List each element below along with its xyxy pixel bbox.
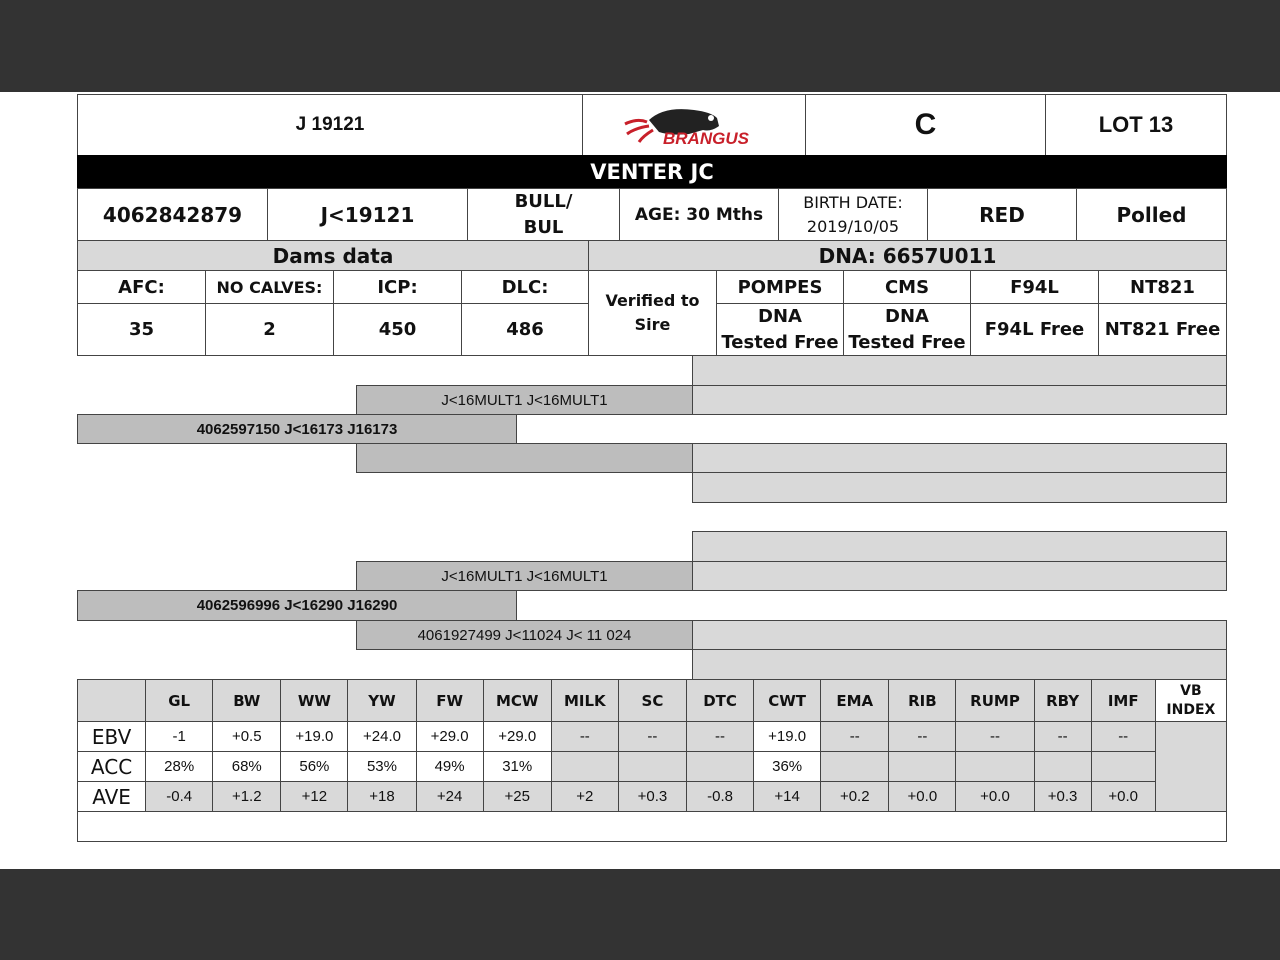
pedigree-dsd-box	[692, 561, 1227, 591]
dlc-value: 486	[461, 303, 589, 356]
pedigree-sire: 4062597150 J<16173 J16173	[77, 414, 517, 444]
no-calves-label: NO CALVES:	[205, 270, 334, 304]
pompes-label: POMPES	[716, 270, 844, 304]
verified-to-sire	[588, 270, 717, 356]
vb-index-header-line2: INDEX	[1166, 701, 1216, 718]
ebv-cell: +24.0	[348, 722, 416, 752]
acc-cell	[1091, 752, 1155, 782]
ebv-table	[77, 679, 1227, 842]
footer-empty-row	[78, 812, 1227, 842]
pedigree-dds-box	[692, 620, 1227, 650]
horn-status-cell: Polled	[1076, 188, 1227, 241]
pompes-result	[716, 303, 844, 356]
cms-result-line2: Tested Free	[848, 331, 966, 353]
birth-date-value: 2019/10/05	[806, 216, 900, 236]
acc-row	[78, 752, 1227, 782]
color-cell: RED	[927, 188, 1077, 241]
birth-date-label: BIRTH DATE:	[803, 192, 903, 212]
ave-cell: +2	[551, 782, 618, 812]
pedigree-sire-dam	[356, 443, 693, 473]
ave-row-label: AVE	[78, 782, 146, 812]
f94l-result: F94L Free	[970, 303, 1099, 356]
footer-empty-cell	[78, 812, 1227, 842]
ebv-col-header: FW	[416, 680, 483, 722]
pedigree-ddd-box	[692, 649, 1227, 680]
acc-cell: 56%	[281, 752, 348, 782]
ebv-row-label: EBV	[78, 722, 146, 752]
ebv-cell: --	[889, 722, 956, 752]
dlc-label: DLC:	[461, 270, 589, 304]
acc-cell: 68%	[213, 752, 281, 782]
ebv-cell: --	[686, 722, 753, 752]
acc-cell: 49%	[416, 752, 483, 782]
acc-cell: 53%	[348, 752, 416, 782]
pedigree-dam: 4062596996 J<16290 J16290	[77, 590, 517, 621]
birth-date-cell	[778, 188, 928, 241]
ebv-header-row	[78, 680, 1227, 722]
afc-label: AFC:	[77, 270, 206, 304]
pedigree-ssd-box	[692, 385, 1227, 415]
lot-number: LOT 13	[1045, 94, 1227, 156]
ave-cell: +0.0	[956, 782, 1034, 812]
animal-name: VENTER JC	[77, 155, 1227, 189]
acc-cell	[956, 752, 1034, 782]
ebv-cell: --	[551, 722, 618, 752]
cms-result	[843, 303, 971, 356]
ave-cell: +12	[281, 782, 348, 812]
ave-cell: +14	[754, 782, 821, 812]
acc-cell	[686, 752, 753, 782]
pedigree-dam-dam: 4061927499 J<11024 J< 11 024	[356, 620, 693, 650]
acc-cell	[821, 752, 889, 782]
dams-data-title: Dams data	[77, 240, 589, 271]
grade-cell: C	[805, 94, 1046, 156]
logo-text: BRANGUS	[663, 129, 749, 148]
ave-cell: -0.4	[146, 782, 213, 812]
ebv-cell: +29.0	[483, 722, 551, 752]
ebv-cell: +29.0	[416, 722, 483, 752]
ave-cell: +0.0	[889, 782, 956, 812]
vb-index-value-cell	[1155, 722, 1226, 812]
tag-number: J 19121	[77, 94, 583, 156]
ebv-cell: --	[821, 722, 889, 752]
cms-result-line1: DNA	[885, 305, 929, 327]
vb-index-header-line1: VB	[1180, 682, 1202, 699]
ebv-col-header: DTC	[686, 680, 753, 722]
f94l-label: F94L	[970, 270, 1099, 304]
ebv-cell: -1	[146, 722, 213, 752]
brangus-logo	[582, 94, 806, 156]
bull-logo-icon	[619, 100, 769, 150]
ebv-col-header: RUMP	[956, 680, 1034, 722]
sex-line2: BUL	[523, 216, 564, 238]
acc-cell	[618, 752, 686, 782]
icp-value: 450	[333, 303, 462, 356]
ebv-col-header: SC	[618, 680, 686, 722]
pedigree-sds-box	[692, 443, 1227, 473]
acc-cell	[1034, 752, 1091, 782]
pompes-result-line1: DNA	[758, 305, 802, 327]
ebv-cell: +0.5	[213, 722, 281, 752]
ebv-cell: +19.0	[281, 722, 348, 752]
ave-cell: +1.2	[213, 782, 281, 812]
ebv-col-header: BW	[213, 680, 281, 722]
ebv-cell: --	[618, 722, 686, 752]
ebv-col-header: MCW	[483, 680, 551, 722]
ebv-corner-cell	[78, 680, 146, 722]
bottom-dark-band	[0, 869, 1280, 960]
ebv-col-header: RIB	[889, 680, 956, 722]
ebv-col-header: CWT	[754, 680, 821, 722]
top-dark-band	[0, 0, 1280, 92]
nt821-result: NT821 Free	[1098, 303, 1227, 356]
ave-cell: +24	[416, 782, 483, 812]
acc-cell	[889, 752, 956, 782]
registration-number: 4062842879	[77, 188, 268, 241]
acc-cell: 28%	[146, 752, 213, 782]
nt821-label: NT821	[1098, 270, 1227, 304]
pedigree-sdd-box	[692, 472, 1227, 503]
ave-cell: +18	[348, 782, 416, 812]
acc-cell: 36%	[754, 752, 821, 782]
ebv-col-header: MILK	[551, 680, 618, 722]
ave-cell: +0.0	[1091, 782, 1155, 812]
ebv-col-header: WW	[281, 680, 348, 722]
acc-cell: 31%	[483, 752, 551, 782]
ave-cell: -0.8	[686, 782, 753, 812]
ave-cell: +0.2	[821, 782, 889, 812]
ave-cell: +25	[483, 782, 551, 812]
animal-id: J<19121	[267, 188, 468, 241]
age-cell: AGE: 30 Mths	[619, 188, 779, 241]
ebv-cell: --	[956, 722, 1034, 752]
sex-line1: BULL/	[514, 190, 573, 212]
acc-cell	[551, 752, 618, 782]
ebv-cell: --	[1091, 722, 1155, 752]
ebv-cell: +19.0	[754, 722, 821, 752]
pedigree-dss-box	[692, 531, 1227, 562]
no-calves-value: 2	[205, 303, 334, 356]
ebv-cell: --	[1034, 722, 1091, 752]
pompes-result-line2: Tested Free	[721, 331, 839, 353]
ebv-row	[78, 722, 1227, 752]
ave-cell: +0.3	[1034, 782, 1091, 812]
verified-line2: Sire	[634, 315, 671, 334]
ebv-col-header: EMA	[821, 680, 889, 722]
afc-value: 35	[77, 303, 206, 356]
pedigree-dam-sire: J<16MULT1 J<16MULT1	[356, 561, 693, 591]
cms-label: CMS	[843, 270, 971, 304]
vb-index-header	[1155, 680, 1226, 722]
ebv-col-header: IMF	[1091, 680, 1155, 722]
ebv-col-header: YW	[348, 680, 416, 722]
ebv-col-header: RBY	[1034, 680, 1091, 722]
ebv-col-header: GL	[146, 680, 213, 722]
dna-title: DNA: 6657U011	[588, 240, 1227, 271]
pedigree-sire-sire: J<16MULT1 J<16MULT1	[356, 385, 693, 415]
ave-row	[78, 782, 1227, 812]
icp-label: ICP:	[333, 270, 462, 304]
sex-cell	[467, 188, 620, 241]
ave-cell: +0.3	[618, 782, 686, 812]
pedigree-sss-box	[692, 355, 1227, 386]
acc-row-label: ACC	[78, 752, 146, 782]
verified-line1: Verified to	[605, 291, 700, 310]
